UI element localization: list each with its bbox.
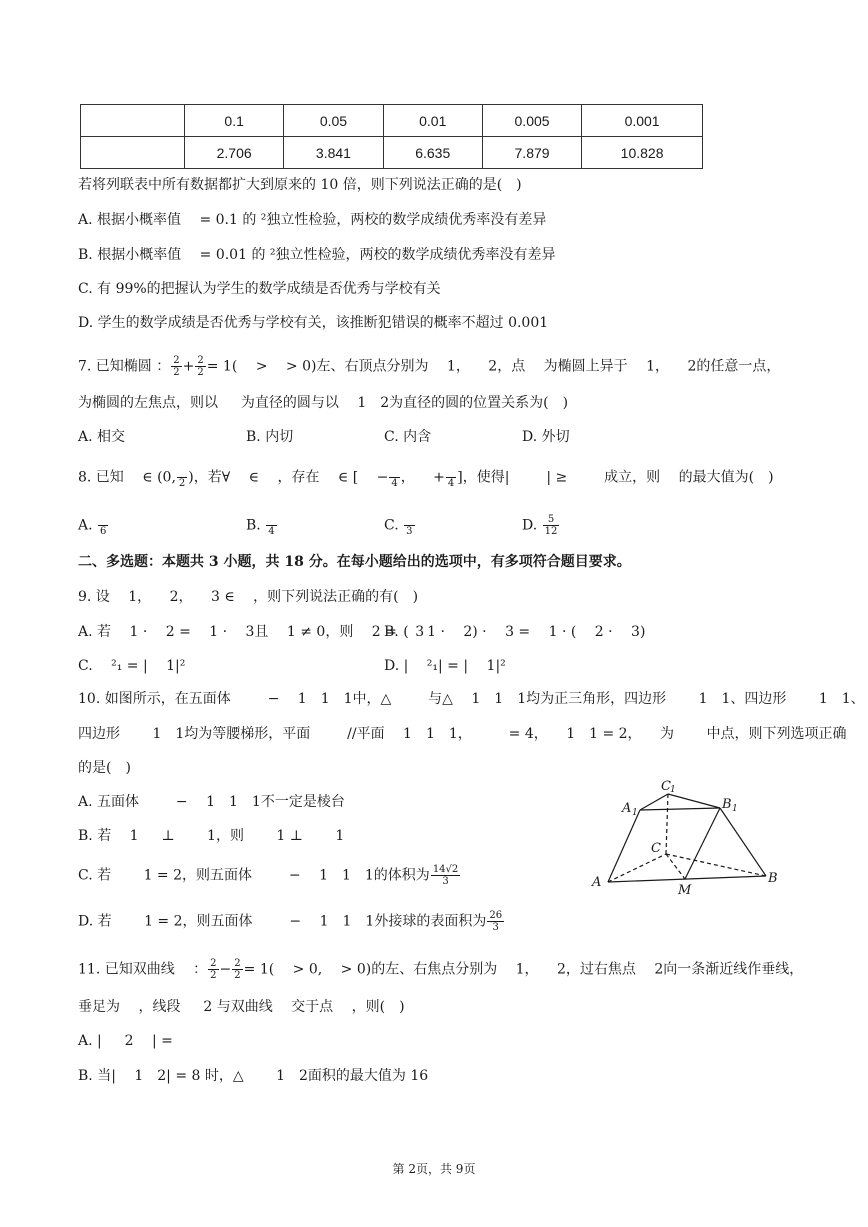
table-cell: 0.001 <box>582 105 703 137</box>
edge-a1-b1 <box>640 808 720 810</box>
q8-option-a: A. 6 <box>78 514 109 537</box>
q7-pre: 7. 已知椭圆 ： <box>78 358 171 375</box>
edge-b-b1 <box>720 808 766 876</box>
q10-option-d: D. 若 1 = 2，则五面体 − 1 1 1外接球的表面积为 $\frac{26}{3}$ <box>78 910 503 933</box>
subscript-1: 1 <box>732 804 738 814</box>
q7-option-d: D. 外切 <box>522 429 570 445</box>
label-m: M <box>678 883 692 897</box>
subscript-1: 1 <box>670 785 676 795</box>
q8-option-d: D. $\frac{5}{12}$ <box>522 514 558 537</box>
table-cell: 0.1 <box>185 105 284 137</box>
q11-option-b: B. 当| 1 2| = 8 时，△ 1 2面积的最大值为 16 <box>78 1068 429 1084</box>
q8-mid2: ， + <box>400 469 445 486</box>
page-footer: 第 2页，共 9页 <box>392 1162 476 1176</box>
q6-option-b: B. 根据小概率值 = 0.01 的 ²独立性检验，两校的数学成绩优秀率没有差异 <box>78 247 556 263</box>
label-c1: C <box>661 779 671 794</box>
q10-option-a: A. 五面体 − 1 1 1不一定是棱台 <box>78 794 345 810</box>
table-row <box>81 137 703 169</box>
label-b1: B <box>722 797 732 812</box>
q10-stem-line1: 10. 如图所示，在五面体 − 1 1 1中，△ 与△ 1 1 1均为正三角形，四边形 1 1、四边形 1 1、 <box>78 691 865 707</box>
q7-plus: + <box>182 358 195 375</box>
q6-option-c: C. 有 99%的把握认为学生的数学成绩是否优秀与学校有关 <box>78 281 441 297</box>
table-cell <box>81 137 185 169</box>
q8-fraction-1: 2 <box>177 466 187 489</box>
q11-stem <box>78 958 803 981</box>
q7-option-b: B. 内切 <box>246 429 294 445</box>
label-a1: A <box>622 801 632 816</box>
table-cell <box>81 105 185 137</box>
table-cell: 0.01 <box>383 105 482 137</box>
edge-a1-c1 <box>640 794 668 810</box>
edge-a-c <box>608 854 666 882</box>
table-cell: 2.706 <box>185 137 284 169</box>
q8-stem <box>78 466 774 489</box>
q8-option-b: B. 4 <box>246 514 278 537</box>
q10-stem-line3: 的是( ) <box>78 760 131 776</box>
q6-option-d: D. 学生的数学成绩是否优秀与学校有关，该推断犯错误的概率不超过 0.001 <box>78 315 549 331</box>
table-cell: 0.005 <box>482 105 581 137</box>
q8-fraction-2: 4 <box>389 466 399 489</box>
q9-option-b: B. ( 1 · 2) · 3 = 1 · ( 2 · 3) <box>384 624 646 640</box>
q10-option-b: B. 若 1 ⊥ 1，则 1 ⊥ 1 <box>78 828 345 844</box>
edge-c-b <box>666 854 766 876</box>
q7-fraction-2: $\frac{2}{2}$ <box>197 355 204 378</box>
q9-option-a: A. 若 1 · 2 = 1 · 3且 1 ≠ 0，则 2 = 3 <box>78 624 425 640</box>
q10-stem-line2: 四边形 1 1均为等腰梯形，平面 //平面 1 1 1， = 4， 1 1 = 2， 为 中点，则下列选项正确 <box>78 726 847 742</box>
edge-c1-b1 <box>668 794 720 808</box>
q7-option-a: A. 相交 <box>78 429 126 445</box>
q7-stem <box>78 355 780 378</box>
table-cell: 10.828 <box>582 137 703 169</box>
q9-option-c: C. ²₁ = | 1|² <box>78 658 186 674</box>
q11-option-a: A. | 2 | = <box>78 1033 192 1049</box>
table-cell: 0.05 <box>284 105 383 137</box>
q10-option-c: C. 若 1 = 2，则五面体 − 1 1 1的体积为 $\frac{14√2}{3}$ <box>78 864 459 887</box>
edge-a-a1 <box>608 810 640 882</box>
table-cell: 7.879 <box>482 137 581 169</box>
q7-fraction-1: $\frac{2}{2}$ <box>173 355 180 378</box>
q8-option-c: C. 3 <box>384 514 416 537</box>
label-c: C <box>651 841 661 856</box>
q11-post: = 1( > 0, > 0)的左、右焦点分别为 1， 2，过右焦点 2向一条渐近线作垂线， <box>243 961 804 978</box>
q7-stem-line2: 为椭圆的左焦点，则以 为直径的圆与以 1 2为直径的圆的位置关系为( ) <box>78 395 569 411</box>
table-cell: 6.635 <box>383 137 482 169</box>
q11-fraction-2: $\frac{2}{2}$ <box>234 958 241 981</box>
pentahedron-figure <box>588 772 788 897</box>
subscript-1: 1 <box>632 808 638 818</box>
section-heading: 二、多选题：本题共 3 小题，共 18 分。在每小题给出的选项中，有多项符合题目要求。 <box>78 554 631 570</box>
q7-post: = 1( > > 0)左、右顶点分别为 1， 2，点 为椭圆上异于 1， 2的任意一点， <box>206 358 781 375</box>
critical-value-table <box>80 104 703 169</box>
label-a: A <box>592 875 602 890</box>
q9-option-d: D. | ²₁| = | 1|² <box>384 658 506 674</box>
edge-c-c1 <box>666 794 668 854</box>
table-row <box>81 105 703 137</box>
q8-post: ]，使得| | ≥ 成立，则 的最大值为( ) <box>457 469 774 486</box>
table-cell: 3.841 <box>284 137 383 169</box>
q8-fraction-3: 4 <box>446 466 456 489</box>
q6-stem: 若将列联表中所有数据都扩大到原来的 10 倍，则下列说法正确的是( ) <box>78 177 522 193</box>
q11-minus: − <box>219 961 232 978</box>
q11-pre: 11. 已知双曲线 ： <box>78 961 208 978</box>
q11-stem-line2: 垂足为 ，线段 2 与双曲线 交于点 ，则( ) <box>78 999 405 1015</box>
q7-option-c: C. 内含 <box>384 429 432 445</box>
edge-m-b1 <box>685 808 720 879</box>
q6-option-a: A. 根据小概率值 = 0.1 的 ²独立性检验，两校的数学成绩优秀率没有差异 <box>78 212 547 228</box>
q8-mid: )，若∀ ∈ ，存在 ∈ [ − <box>188 469 389 486</box>
q8-pre: 8. 已知 ∈ (0, <box>78 469 176 486</box>
q11-fraction-1: $\frac{2}{2}$ <box>210 958 217 981</box>
q9-stem: 9. 设 1， 2， 3 ∈ ，则下列说法正确的有( ) <box>78 589 419 605</box>
label-b: B <box>768 871 778 886</box>
edge-a-b <box>608 876 766 882</box>
